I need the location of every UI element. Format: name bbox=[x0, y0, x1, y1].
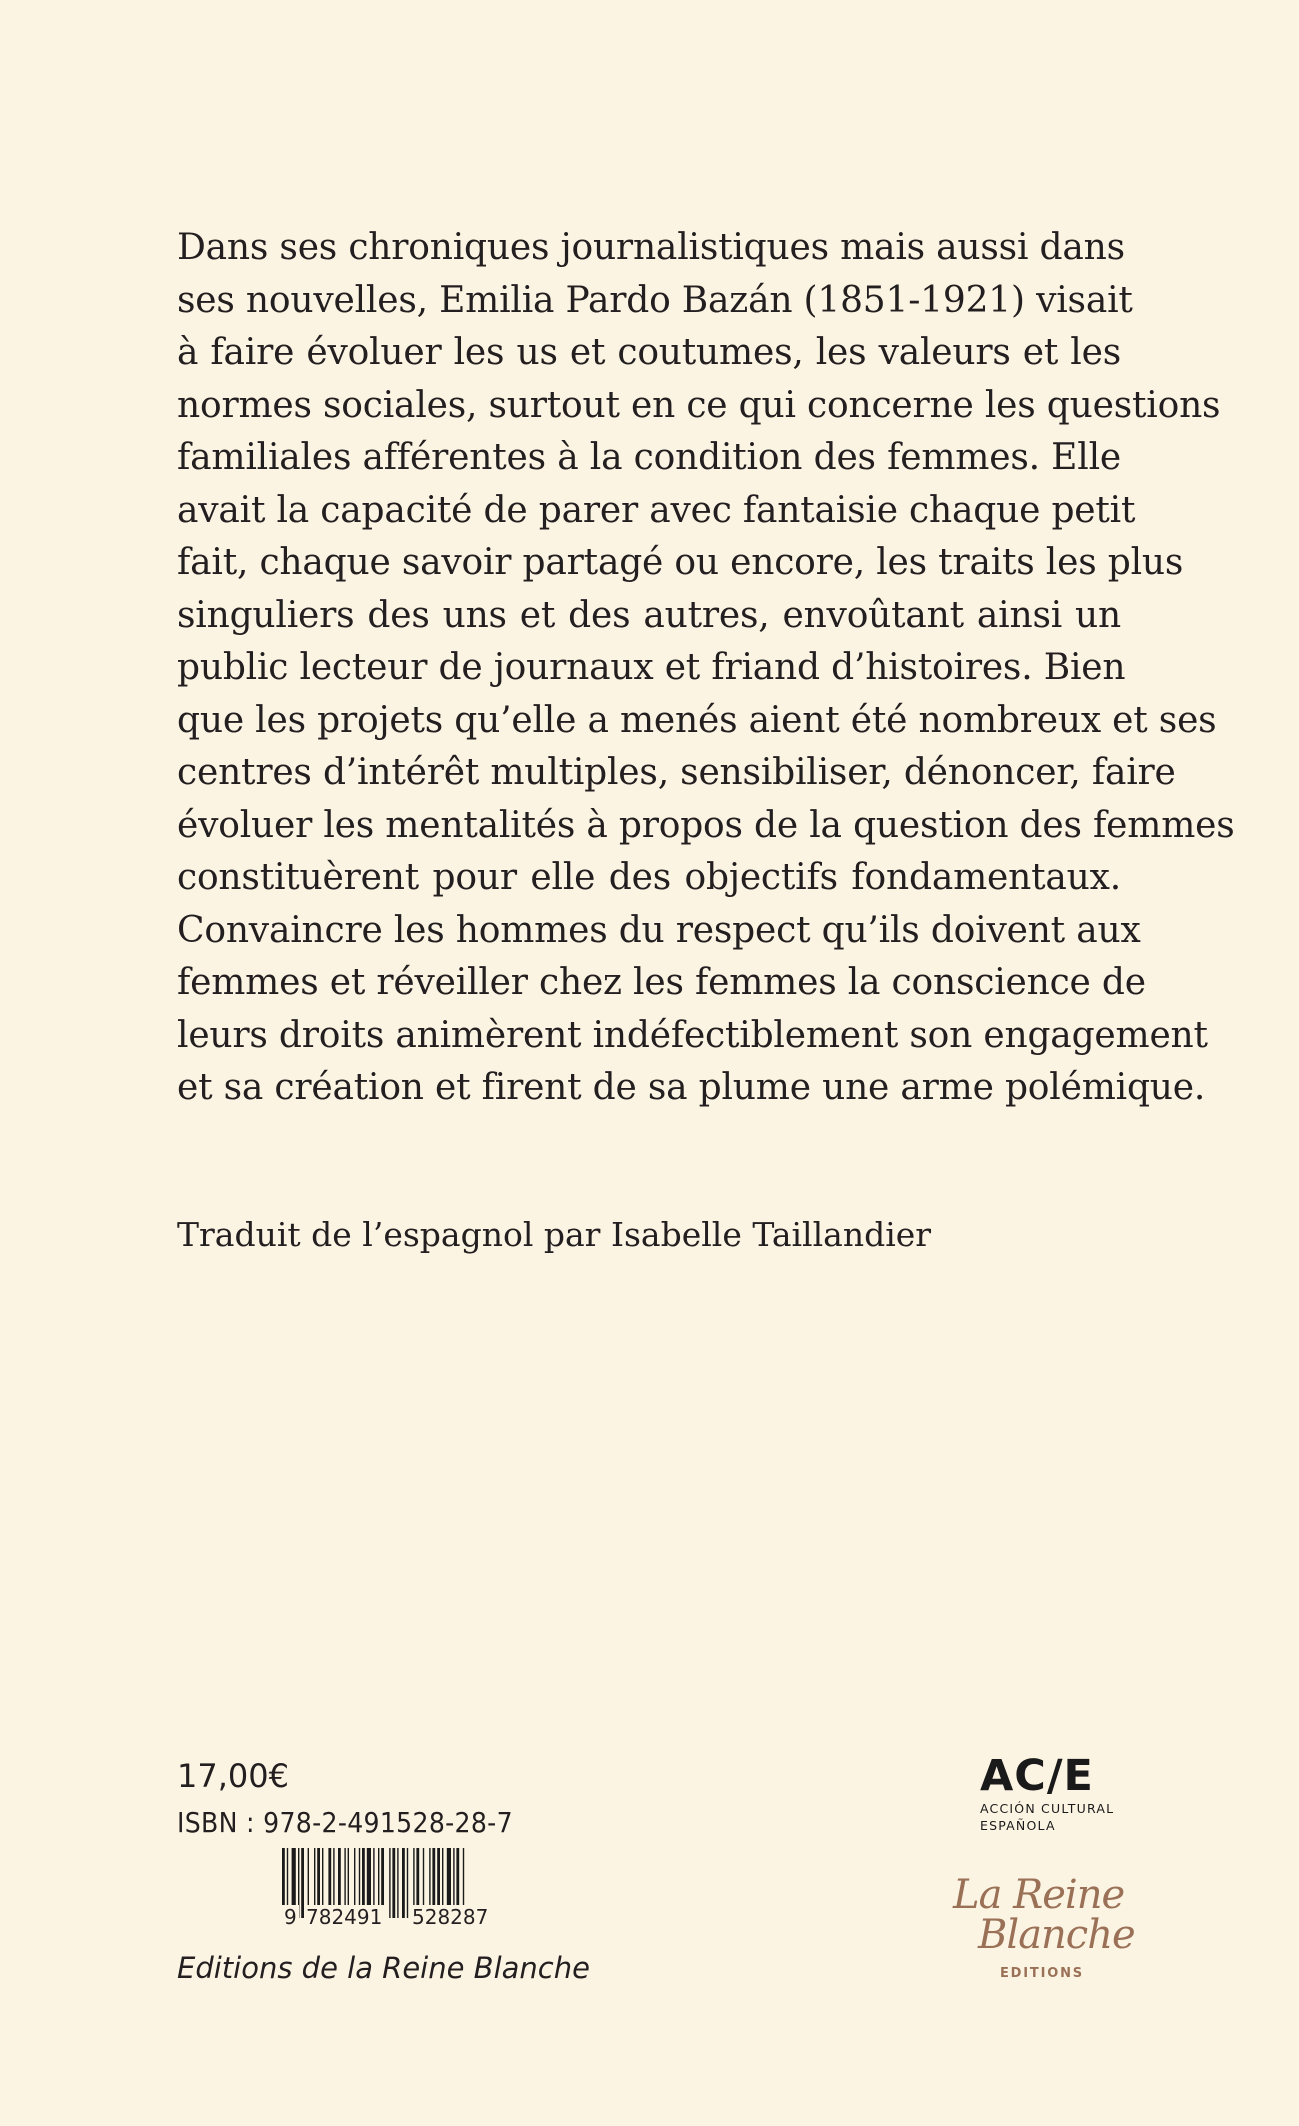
barcode bbox=[280, 1848, 530, 1948]
blurb-line: avait la capacité de parer avec fantaisie chaque petit bbox=[177, 489, 1136, 531]
blurb-line: public lecteur de journaux et friand d’histoires. Bien bbox=[177, 647, 1126, 688]
barcode-bar bbox=[389, 1848, 390, 1918]
blurb-line: Convaincre les hommes du respect qu’ils doivent aux bbox=[177, 909, 1141, 951]
barcode-bar bbox=[397, 1848, 398, 1918]
blurb-line: normes sociales, surtout en ce qui concerne les questions bbox=[177, 384, 1221, 426]
blurb-line: constituèrent pour elle des objectifs fondamentaux. bbox=[177, 857, 1121, 898]
barcode-group-2: 528287 bbox=[412, 1905, 489, 1929]
blurb-text bbox=[177, 222, 1235, 1115]
barcode-bar bbox=[392, 1848, 395, 1918]
reine-logo-line-2: Blanche bbox=[978, 1912, 1135, 1958]
barcode-first-digit: 9 bbox=[284, 1905, 297, 1929]
isbn: ISBN : 978-2-491528-28-7 bbox=[177, 1806, 513, 1839]
acf-logo-mark: AC/E bbox=[980, 1751, 1094, 1801]
blurb-line: et sa création et firent de sa plume une arme polémique. bbox=[177, 1067, 1206, 1108]
price: 17,00€ bbox=[177, 1757, 289, 1795]
blurb-line: leurs droits animèrent indéfectiblement son engagement bbox=[177, 1014, 1208, 1056]
acf-logo bbox=[980, 1753, 1130, 1833]
translator-credit: Traduit de l’espagnol par Isabelle Taillandier bbox=[177, 1215, 932, 1254]
blurb-line: fait, chaque savoir partagé ou encore, les traits les plus bbox=[177, 542, 1184, 583]
blurb-line: centres d’intérêt multiples, sensibiliser, dénoncer, faire bbox=[177, 752, 1176, 793]
barcode-graphic bbox=[280, 1848, 530, 1948]
blurb-line: que les projets qu’elle a menés aient été nombreux et ses bbox=[177, 699, 1217, 741]
blurb-line: femmes et réveiller chez les femmes la conscience de bbox=[177, 962, 1146, 1003]
barcode-group-1: 782491 bbox=[306, 1905, 383, 1929]
publisher-name: Editions de la Reine Blanche bbox=[177, 1951, 590, 1985]
blurb-line: singuliers des uns et des autres, envoûtant ainsi un bbox=[177, 594, 1121, 636]
blurb-line: évoluer les mentalités à propos de la question des femmes bbox=[177, 804, 1235, 846]
blurb-line: Dans ses chroniques journalistiques mais aussi dans bbox=[177, 227, 1125, 268]
acf-logo-line-2: ESPAÑOLA bbox=[980, 1818, 1056, 1833]
reine-logo-line-1: La Reine bbox=[953, 1872, 1125, 1918]
reine-logo-editions: EDITIONS bbox=[1000, 1966, 1084, 1981]
blurb-line: ses nouvelles, Emilia Pardo Bazán (1851-1921) visait bbox=[177, 279, 1133, 321]
blurb-line: à faire évoluer les us et coutumes, les valeurs et les bbox=[177, 332, 1121, 373]
acf-logo-line-1: ACCIÓN CULTURAL bbox=[980, 1801, 1115, 1816]
blurb-line: familiales afférentes à la condition des femmes. Elle bbox=[177, 437, 1121, 478]
barcode-bar bbox=[407, 1848, 408, 1918]
barcode-bar bbox=[402, 1848, 405, 1918]
reine-blanche-logo bbox=[948, 1870, 1148, 1990]
